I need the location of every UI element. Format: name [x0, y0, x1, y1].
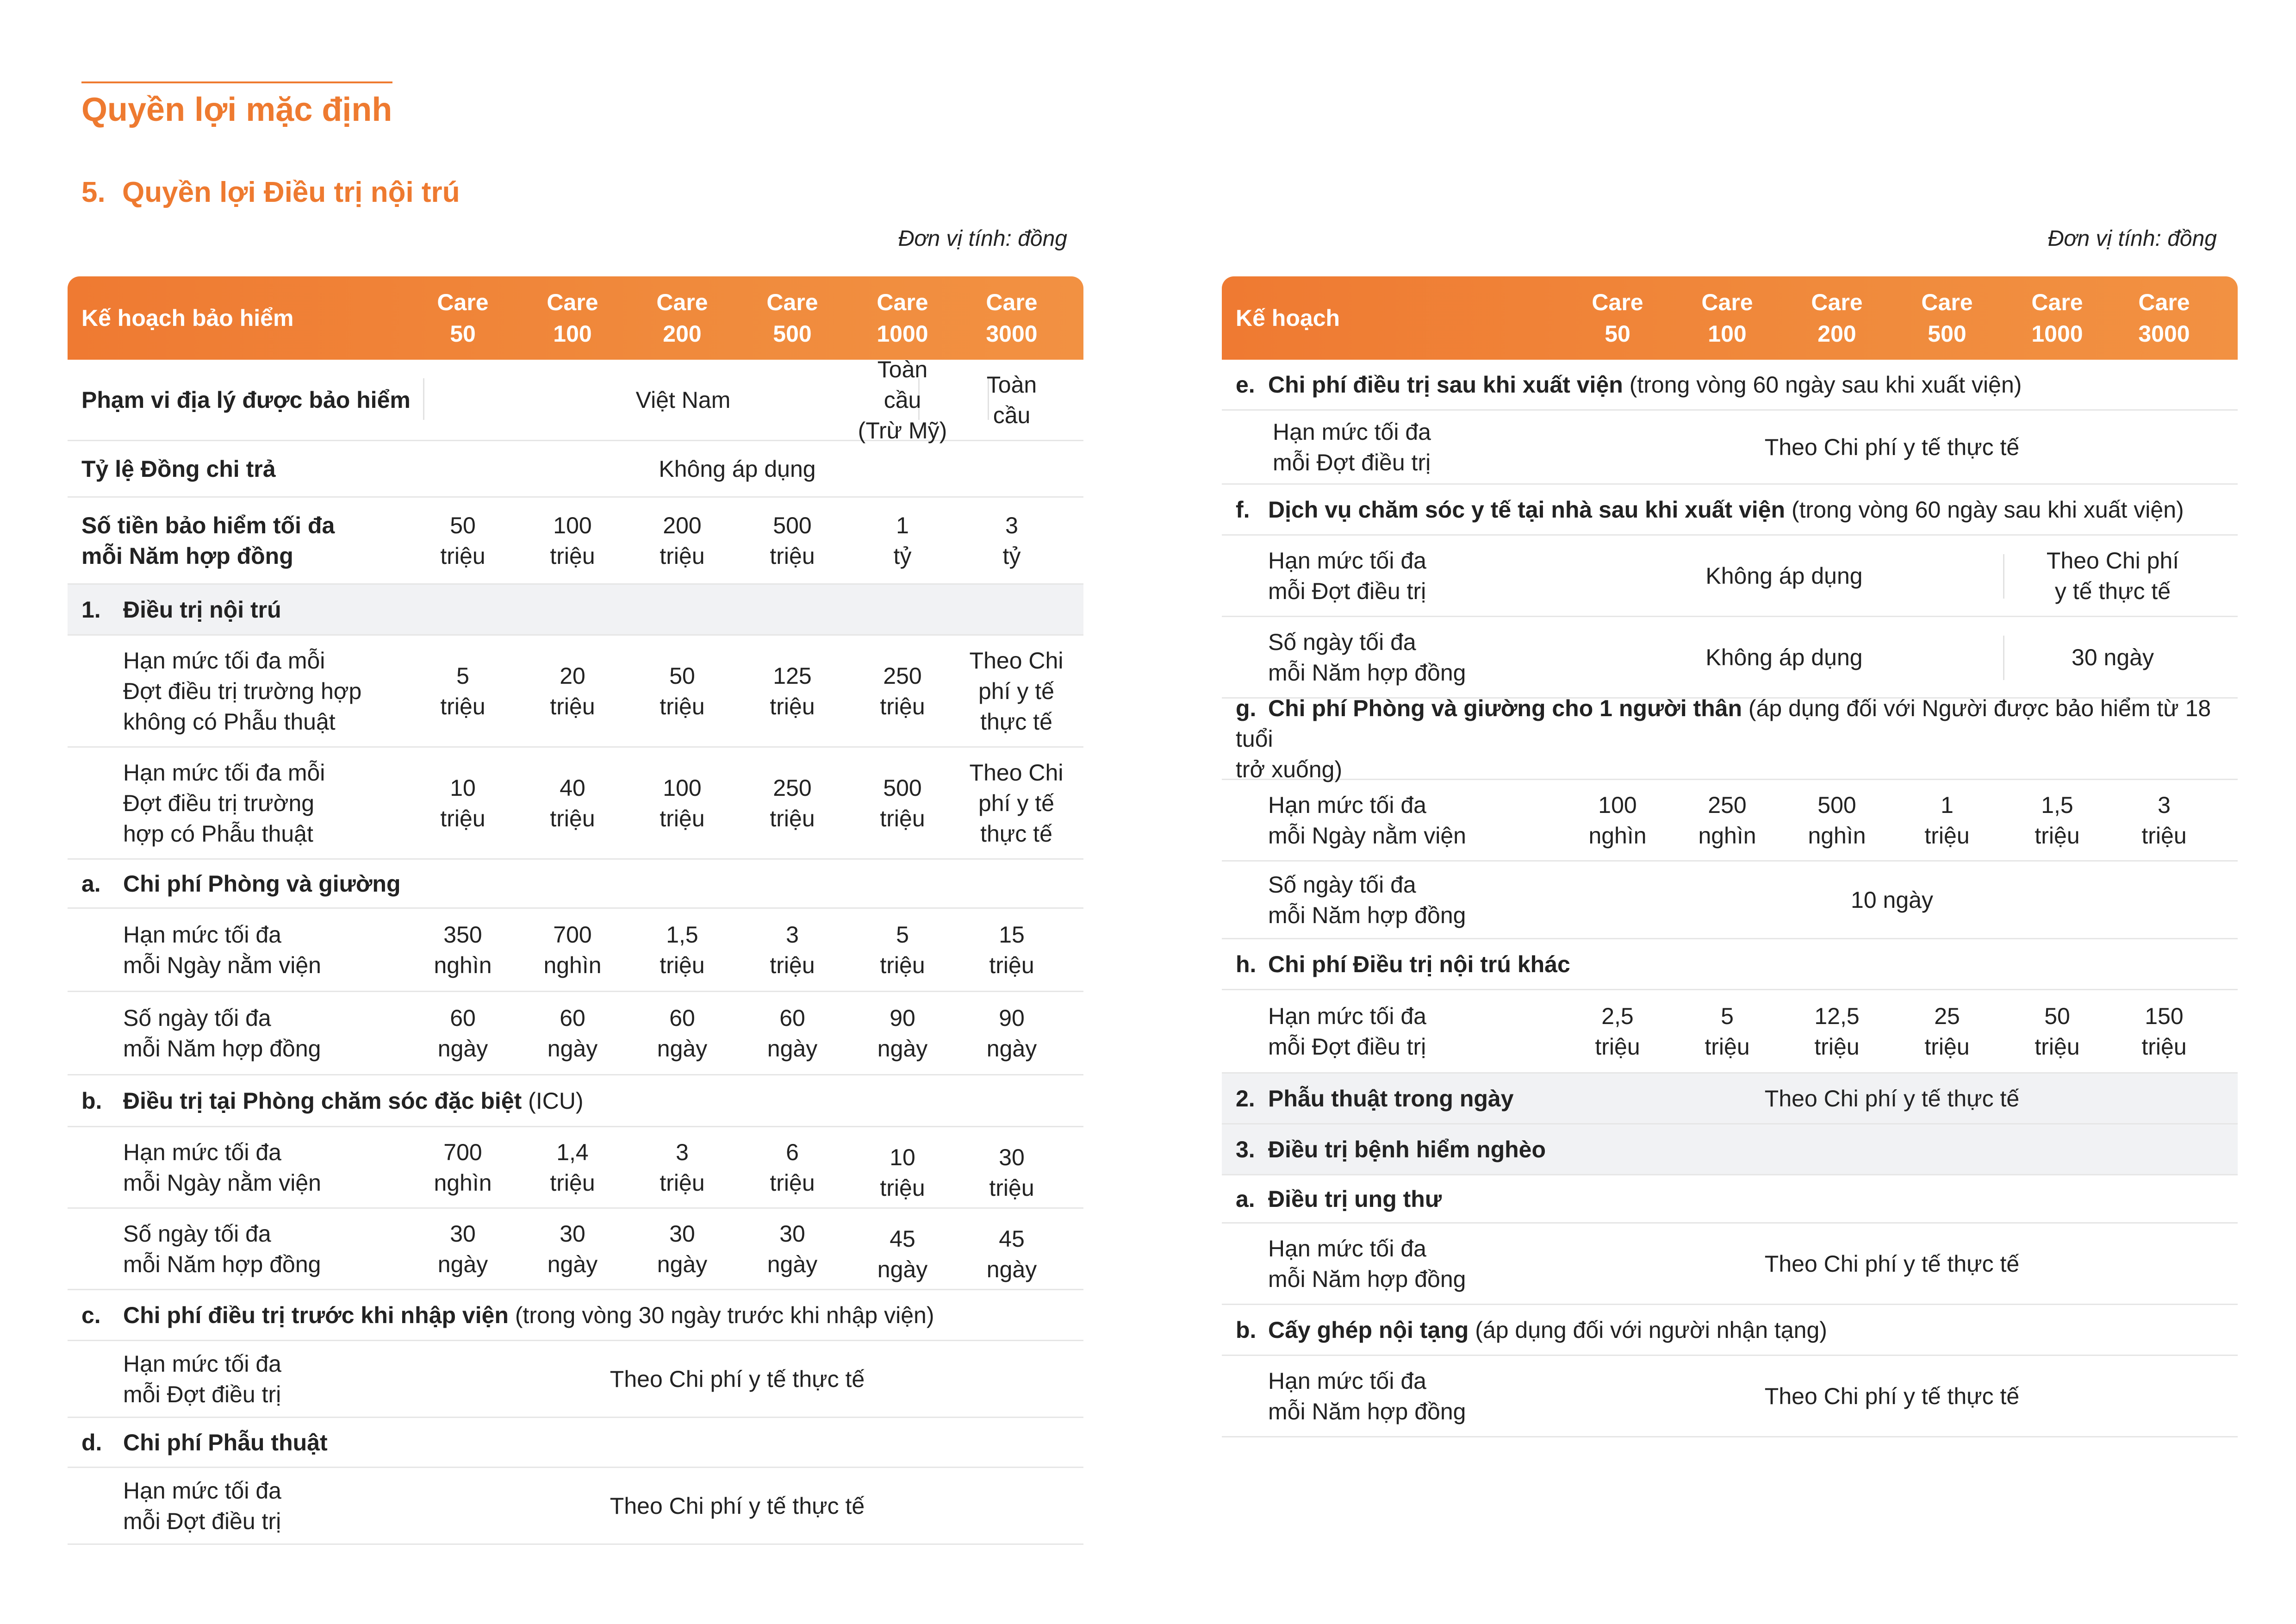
plan-care-50: Care 50	[437, 289, 489, 347]
row-label: Hạn mức tối đa mỗi Đợt điều trị	[1273, 418, 1431, 475]
value-cell: Theo Chi phí y tế thực tế	[1764, 1383, 2020, 1409]
icu-max-days-row	[68, 1209, 1083, 1290]
subsection-a-header	[68, 860, 1083, 909]
row-label: Hạn mức tối đa mỗi Đợt điều trị	[123, 1477, 281, 1534]
value-cell: 6 triệu	[770, 1139, 815, 1196]
value-cell: 500 triệu	[770, 512, 815, 569]
section-2-row	[1222, 1074, 2238, 1124]
icu-daily-limit-row	[68, 1127, 1083, 1209]
subsection-note: (trong vòng 60 ngày sau khi xuất viện)	[1785, 496, 2184, 523]
subsection-note: (ICU)	[522, 1087, 584, 1114]
plan-care-100: Care 100	[1701, 289, 1753, 347]
section-number: 3.	[1236, 1136, 1255, 1162]
value-cell: Theo Chi phí y tế thực tế	[1764, 1085, 2020, 1112]
value-cell: 60 ngày	[547, 1005, 598, 1062]
value-cell: 1,5 triệu	[2035, 792, 2080, 849]
home-care-days-row	[1222, 617, 2238, 699]
row-label: Số ngày tối đa mỗi Năm hợp đồng	[123, 1005, 321, 1062]
value-cell: 45 ngày	[877, 1225, 928, 1282]
plan-care-3000: Care 3000	[2138, 289, 2190, 347]
copay-row	[68, 441, 1083, 498]
page-title: Quyền lợi mặc định	[81, 91, 392, 128]
value-cell: 30 ngày	[437, 1220, 488, 1277]
value-cell: 700 nghìn	[543, 921, 602, 978]
section-number: 5.	[81, 176, 106, 208]
subsection-c-header	[68, 1290, 1083, 1341]
subsection-note: (áp dụng đối với người nhận tạng)	[1468, 1317, 1827, 1343]
subsection-letter: h.	[1236, 951, 1257, 977]
value-cell: 30 triệu	[989, 1144, 1034, 1201]
value-cell: Theo Chi phí y tế thực tế	[2046, 547, 2179, 604]
value-cell: 250 nghìn	[1698, 792, 1756, 849]
row-label: Số ngày tối đa mỗi Năm hợp đồng	[1268, 629, 1466, 686]
unit-note-left: Đơn vị tính: đồng	[898, 226, 1067, 251]
row-label: Số ngày tối đa mỗi Năm hợp đồng	[1268, 871, 1466, 928]
subsection-title: Chi phí Phòng và giường	[123, 870, 401, 897]
column-divider	[423, 378, 424, 420]
relative-bed-limit-row	[1222, 780, 2238, 862]
room-daily-limit-row	[68, 909, 1083, 992]
left-benefit-table	[68, 276, 1083, 1545]
subsection-letter: a.	[1236, 1186, 1255, 1212]
section-title: Điều trị nội trú	[123, 596, 281, 623]
value-cell: Theo Chi phí y tế thực tế	[1764, 1250, 2020, 1277]
home-care-limit-row	[1222, 536, 2238, 617]
value-cell: Theo Chi phí y tế thực tế	[969, 647, 1064, 735]
value-cell: 60 ngày	[437, 1005, 488, 1062]
subsection-title: Điều trị ung thư	[1268, 1186, 1442, 1212]
subsection-title: Dịch vụ chăm sóc y tế tại nhà sau khi xuất viện	[1268, 496, 1786, 523]
copay-value: Không áp dụng	[659, 456, 816, 482]
value-cell: Theo Chi phí y tế thực tế	[1764, 434, 2020, 460]
row-label: Hạn mức tối đa mỗi Ngày nằm viện	[123, 1139, 321, 1196]
value-cell: 1,4 triệu	[550, 1139, 595, 1196]
row-label: Hạn mức tối đa mỗi Đợt điều trị	[1268, 1003, 1426, 1060]
row-label: Hạn mức tối đa mỗi Năm hợp đồng	[1268, 1235, 1466, 1292]
value-cell: Không áp dụng	[1705, 562, 1863, 589]
value-cell: 25 triệu	[1924, 1003, 1970, 1060]
value-cell: 90 ngày	[986, 1005, 1037, 1062]
value-cell: 350 nghìn	[434, 921, 492, 978]
subsection-h-header	[1222, 939, 2238, 990]
subsection-letter: b.	[81, 1087, 102, 1114]
room-max-days-row	[68, 992, 1083, 1075]
value-cell: 20 triệu	[550, 662, 595, 719]
subsection-e-header	[1222, 360, 2238, 411]
value-cell: 250 triệu	[880, 662, 925, 719]
scope-vietnam: Việt Nam	[635, 387, 731, 413]
value-cell: 30 ngày	[657, 1220, 708, 1277]
value-cell: 60 ngày	[657, 1005, 708, 1062]
surgery-limit-row	[68, 1468, 1083, 1545]
scope-global-ex-us: Toàn cầu (Trừ Mỹ)	[858, 356, 947, 443]
subsection-d-header	[68, 1418, 1083, 1468]
value-cell: 100 triệu	[550, 512, 595, 569]
sum-insured-label: Số tiền bảo hiểm tối đa mỗi Năm hợp đồng	[81, 512, 335, 569]
row-label: Hạn mức tối đa mỗi Đợt điều trị	[123, 1350, 281, 1407]
row-label: Hạn mức tối đa mỗi Đợt điều trị trường hợp có Phẫu thuật	[123, 759, 325, 847]
subsection-note-continued: trở xuống)	[1236, 756, 1343, 782]
value-cell: 200 triệu	[660, 512, 705, 569]
row-label: Hạn mức tối đa mỗi Năm hợp đồng	[1268, 1368, 1466, 1424]
value-cell: 1 triệu	[1924, 792, 1970, 849]
subsection-title: Chi phí Phòng và giường cho 1 người thân	[1268, 695, 1742, 721]
section-title: Điều trị bệnh hiểm nghèo	[1268, 1136, 1546, 1162]
other-inpatient-limit-row	[1222, 990, 2238, 1074]
unit-note-right: Đơn vị tính: đồng	[2047, 226, 2217, 251]
subsection-note: (áp dụng đối với Người được bảo hiểm từ 18 tuổi	[1236, 695, 2211, 752]
section-title: Quyền lợi Điều trị nội trú	[122, 176, 460, 208]
value-cell: 250 triệu	[770, 775, 815, 831]
value-cell: 5 triệu	[1705, 1003, 1750, 1060]
value-cell: 50 triệu	[660, 662, 705, 719]
value-cell: 30 ngày	[767, 1220, 818, 1277]
subsection-3b-header	[1222, 1305, 2238, 1356]
value-cell: 100 triệu	[660, 775, 705, 831]
subsection-title: Chi phí điều trị sau khi xuất viện	[1268, 371, 1623, 398]
row-label: Hạn mức tối đa mỗi Đợt điều trị	[1268, 547, 1426, 604]
section-3-header	[1222, 1124, 2238, 1175]
subsection-3a-header	[1222, 1175, 2238, 1224]
section-number: 2.	[1236, 1085, 1255, 1112]
table-header	[1222, 276, 2238, 360]
scope-global: Toàn cầu	[986, 371, 1037, 428]
header-label: Kế hoạch	[1236, 305, 1340, 331]
value-cell: 30 ngày	[2072, 644, 2154, 670]
plan-care-100: Care 100	[547, 289, 598, 347]
plan-care-1000: Care 1000	[877, 289, 928, 347]
value-cell: 12,5 triệu	[1814, 1003, 1860, 1060]
value-cell: 3 triệu	[770, 921, 815, 978]
geo-scope-label: Phạm vi địa lý được bảo hiểm	[81, 387, 411, 413]
value-cell: 90 ngày	[877, 1005, 928, 1062]
subsection-letter: d.	[81, 1429, 102, 1455]
subsection-letter: a.	[81, 870, 101, 897]
subsection-note: (trong vòng 60 ngày sau khi xuất viện)	[1623, 371, 2022, 398]
right-benefit-table	[1222, 276, 2238, 1437]
pre-admission-limit-row	[68, 1341, 1083, 1418]
row-label: Hạn mức tối đa mỗi Đợt điều trị trường hợp không có Phẫu thuật	[123, 647, 362, 735]
value-cell: 700 nghìn	[434, 1139, 492, 1196]
subsection-g-header	[1222, 695, 2238, 782]
subsection-title: Chi phí điều trị trước khi nhập viện	[123, 1302, 509, 1328]
header-label: Kế hoạch bảo hiểm	[81, 305, 294, 331]
plan-care-50: Care 50	[1592, 289, 1643, 347]
copay-label: Tỷ lệ Đồng chi trả	[81, 456, 276, 482]
plan-care-1000: Care 1000	[2031, 289, 2083, 347]
section-number: 1.	[81, 596, 101, 623]
subsection-letter: b.	[1236, 1317, 1257, 1343]
value-cell: 1 tỷ	[893, 512, 912, 569]
value-cell: Không áp dụng	[1705, 644, 1863, 670]
table-header	[68, 276, 1083, 360]
relative-bed-days-row	[1222, 862, 2238, 939]
section-1-header	[68, 585, 1083, 636]
subsection-note: (trong vòng 30 ngày trước khi nhập viện)	[508, 1302, 934, 1328]
post-discharge-limit-row	[1222, 411, 2238, 485]
plan-care-200: Care 200	[1811, 289, 1863, 347]
value-cell: 2,5 triệu	[1595, 1003, 1640, 1060]
plan-care-200: Care 200	[656, 289, 708, 347]
subsection-letter: g.	[1236, 695, 1257, 721]
title-rule	[81, 81, 392, 83]
value-cell: 60 ngày	[767, 1005, 818, 1062]
column-divider	[2003, 636, 2004, 680]
value-cell: 5 triệu	[440, 662, 485, 719]
limit-with-surgery-row	[68, 748, 1083, 860]
value-cell: Theo Chi phí y tế thực tế	[610, 1366, 865, 1392]
row-label: Hạn mức tối đa mỗi Ngày nằm viện	[1268, 792, 1466, 849]
value-cell: 10 ngày	[1851, 887, 1933, 913]
subsection-title: Chi phí Điều trị nội trú khác	[1268, 951, 1570, 977]
subsection-letter: c.	[81, 1302, 101, 1328]
subsection-letter: e.	[1236, 371, 1255, 398]
column-divider	[2003, 554, 2004, 599]
sum-insured-row	[68, 498, 1083, 585]
subsection-title: Điều trị tại Phòng chăm sóc đặc biệt	[123, 1087, 522, 1114]
subsection-title: Chi phí Phẫu thuật	[123, 1429, 328, 1455]
section-title: Phẫu thuật trong ngày	[1268, 1085, 1514, 1112]
value-cell: 50 triệu	[440, 512, 485, 569]
value-cell: 500 triệu	[880, 775, 925, 831]
plan-care-500: Care 500	[1921, 289, 1973, 347]
subsection-letter: f.	[1236, 496, 1250, 523]
value-cell: 3 tỷ	[1002, 512, 1021, 569]
row-label: Số ngày tối đa mỗi Năm hợp đồng	[123, 1220, 321, 1277]
value-cell: Theo Chi phí y tế thực tế	[969, 759, 1064, 847]
plan-care-3000: Care 3000	[986, 289, 1038, 347]
value-cell: 50 triệu	[2035, 1003, 2080, 1060]
value-cell: 125 triệu	[770, 662, 815, 719]
value-cell: 40 triệu	[550, 775, 595, 831]
value-cell: 10 triệu	[880, 1144, 925, 1201]
value-cell: 500 nghìn	[1808, 792, 1866, 849]
value-cell: 10 triệu	[440, 775, 485, 831]
limit-no-surgery-row	[68, 636, 1083, 748]
value-cell: 150 triệu	[2141, 1003, 2187, 1060]
value-cell: 15 triệu	[989, 921, 1034, 978]
value-cell: 1,5 triệu	[660, 921, 705, 978]
value-cell: 100 nghìn	[1588, 792, 1647, 849]
transplant-limit-row	[1222, 1356, 2238, 1437]
value-cell: Theo Chi phí y tế thực tế	[610, 1493, 865, 1519]
value-cell: 5 triệu	[880, 921, 925, 978]
cancer-limit-row	[1222, 1224, 2238, 1305]
value-cell: 45 ngày	[986, 1225, 1037, 1282]
value-cell: 3 triệu	[2141, 792, 2187, 849]
subsection-b-header	[68, 1075, 1083, 1127]
row-label: Hạn mức tối đa mỗi Ngày nằm viện	[123, 921, 321, 978]
value-cell: 30 ngày	[547, 1220, 598, 1277]
section-heading	[81, 176, 460, 209]
value-cell: 3 triệu	[660, 1139, 705, 1196]
geo-scope-row	[68, 356, 1083, 443]
plan-care-500: Care 500	[766, 289, 818, 347]
subsection-title: Cấy ghép nội tạng	[1268, 1317, 1469, 1343]
subsection-f-header	[1222, 485, 2238, 536]
